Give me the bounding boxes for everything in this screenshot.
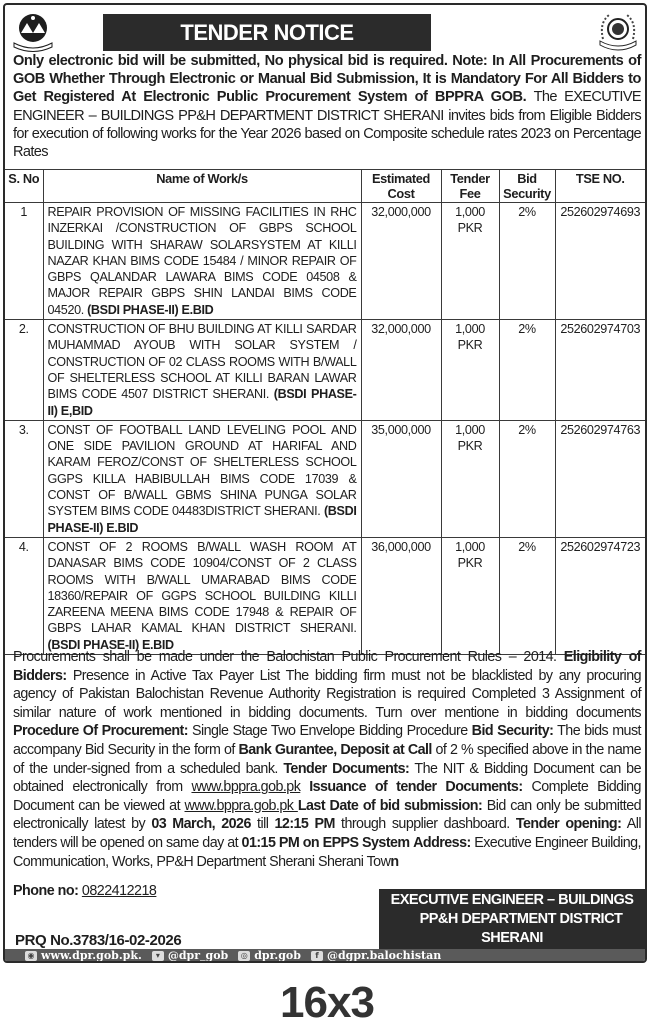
footer-website[interactable] bbox=[25, 949, 142, 963]
row-tse: 252602974723 bbox=[555, 537, 645, 654]
signature-block bbox=[379, 889, 645, 951]
prq-number: PRQ No.3783/16-02-2026 bbox=[15, 932, 182, 949]
row-cost: 32,000,000 bbox=[361, 203, 441, 320]
table-row bbox=[5, 537, 645, 654]
tender-documents-label: Tender Documents: bbox=[283, 760, 410, 777]
invitation-text: The EXECUTIVE ENGINEER – BUILDINGS PP&H DEPARTMENT DISTRICT SHERANI invites bids from Eligible Bidders for execution of following works for the Year 2026 based on Composite schedule rates 2023 on Percentage Rates bbox=[13, 89, 641, 161]
header-fee: Tender Fee bbox=[441, 170, 499, 203]
address-end: n bbox=[390, 853, 399, 870]
row-security: 2% bbox=[499, 203, 555, 320]
table-header-row bbox=[5, 170, 645, 203]
opening-time: 01:15 PM on EPPS System bbox=[241, 834, 410, 851]
footer-twitter[interactable] bbox=[152, 949, 228, 963]
twitter-icon: ▾ bbox=[152, 951, 164, 961]
header-security: Bid Security bbox=[499, 170, 555, 203]
terms-paragraph bbox=[13, 648, 641, 871]
works-table bbox=[5, 169, 645, 655]
ad-size-label: 16x3 bbox=[280, 978, 374, 1027]
row-cost: 32,000,000 bbox=[361, 320, 441, 421]
instagram-icon: ◎ bbox=[238, 951, 250, 961]
row-security: 2% bbox=[499, 320, 555, 421]
facebook-text: @dgpr.balochistan bbox=[326, 949, 442, 962]
row-description bbox=[43, 320, 361, 421]
footer-instagram[interactable] bbox=[238, 949, 301, 963]
balochistan-emblem-icon bbox=[11, 9, 55, 53]
table-row bbox=[5, 420, 645, 537]
row-sno: 1 bbox=[5, 203, 43, 320]
table-row bbox=[5, 320, 645, 421]
eligibility-text: Presence in Active Tax Payer List The bidding firm must not be blacklisted by any procuring agency of Pakistan Balochistan Revenue Authority Registration is required Completed 3 Assignment of similar nature of work mentioned in bidding documents. Turn over mentione in bidding documents bbox=[13, 667, 641, 721]
instagram-text: dpr.gob bbox=[254, 949, 301, 962]
footer-facebook[interactable] bbox=[311, 949, 441, 963]
row-description bbox=[43, 203, 361, 320]
last-date-label: Last Date of bid submission: bbox=[297, 797, 483, 814]
procedure-text: Single Stage Two Envelope Bidding Procedure bbox=[192, 723, 468, 740]
row-tse: 252602974763 bbox=[555, 420, 645, 537]
intro-paragraph bbox=[13, 52, 641, 161]
phone-label: Phone no: bbox=[13, 883, 79, 899]
row-cost: 35,000,000 bbox=[361, 420, 441, 537]
issuance-label: Issuance of tender Documents: bbox=[309, 779, 523, 796]
last-date-text-3: through supplier dashboard. bbox=[334, 816, 510, 833]
address-text: Executive Engineer Building, Communication, Works, PP&H Department Sherani Sherani Tow bbox=[13, 834, 641, 870]
twitter-text: @dpr_gob bbox=[167, 949, 229, 962]
row-description bbox=[43, 537, 361, 654]
work-phase: (BSDI PHASE-II) E.BID bbox=[47, 637, 174, 652]
table-row bbox=[5, 203, 645, 320]
tender-documents-text: The NIT & Bidding Document can be obtained electronically from bbox=[13, 760, 641, 796]
last-date-value: 03 March, 2026 bbox=[151, 816, 251, 833]
work-phase: (BSDI PHASE-II) E.BID bbox=[87, 302, 214, 317]
header-name: Name of Work/s bbox=[43, 170, 361, 203]
header-sno: S. No bbox=[5, 170, 43, 203]
row-sno: 2. bbox=[5, 320, 43, 421]
work-phase: (BSDI PHASE-II) E.BID bbox=[47, 504, 357, 535]
row-fee: 1,000 PKR bbox=[441, 537, 499, 654]
row-description bbox=[43, 420, 361, 537]
bid-security-text-2: of 2 % specified above in the name of the under-signed from a scheduled bank. bbox=[13, 741, 641, 777]
row-tse: 252602974693 bbox=[555, 203, 645, 320]
row-fee: 1,000 PKR bbox=[441, 420, 499, 537]
header-cost: Estimated Cost bbox=[361, 170, 441, 203]
phone-number[interactable]: 0822412218 bbox=[81, 883, 157, 899]
bppra-link-2[interactable]: www.bppra.gob.pk bbox=[184, 797, 298, 814]
procurement-rules-text: Procurements shall be made under the Balochistan Public Procurement Rules – 2014. bbox=[13, 649, 557, 665]
row-security: 2% bbox=[499, 420, 555, 537]
row-fee: 1,000 PKR bbox=[441, 203, 499, 320]
procedure-label: Procedure Of Procurement: bbox=[13, 723, 188, 740]
bppra-link[interactable]: www.bppra.gob.pk bbox=[191, 779, 301, 796]
tender-notice-title: TENDER NOTICE bbox=[103, 14, 431, 51]
address-label: Address: bbox=[413, 834, 471, 851]
phone-line bbox=[13, 883, 156, 899]
last-date-till: till bbox=[257, 816, 269, 833]
last-date-text: Bid can only be submitted electronically latest by bbox=[13, 797, 641, 833]
eligibility-label: Eligibility of Bidders: bbox=[13, 649, 641, 684]
work-description: CONSTRUCTION OF BHU BUILDING AT KILLI SARDAR MUHAMMAD AYOUB WITH SOLAR SYSTEM / CONSTRUCTION OF 02 CLASS ROOMS WITH B/WALL OF SHELTERLESS SCHOOL AT KILLI BARAN LAWAR BIMS CODE 4507 DISTRICT SHERANI. bbox=[47, 322, 357, 402]
footer-social-bar bbox=[5, 949, 645, 963]
bid-security-text: The bids must accompany Bid Security in the form of bbox=[13, 723, 641, 758]
signature-line-3: SHERANI bbox=[481, 930, 543, 946]
work-description: CONST OF FOOTBALL LAND LEVELING POOL AND ONE SIDE PAVILION GROUND AT HARIFAL AND KARAM FEROZ/CONST OF SHELTERLESS SCHOOL GGPS KILLA HABIBULLAH BIMS CODE 17039 & CONST OF B/WALL GBMS SHINA PUNGA SOLAR SYSTEM BIMS CODE 04483DISTRICT SHERANI. bbox=[47, 422, 357, 519]
opening-text: All tenders will be opened on same day at bbox=[13, 816, 641, 851]
row-sno: 4. bbox=[5, 537, 43, 654]
work-phase: (BSDI PHASE-II) E,BID bbox=[47, 387, 357, 418]
signature-line-2: PP&H DEPARTMENT DISTRICT bbox=[419, 911, 623, 927]
signature-line-1: EXECUTIVE ENGINEER – BUILDINGS bbox=[390, 892, 634, 908]
facebook-icon: f bbox=[311, 951, 323, 961]
last-time-value: 12:15 PM bbox=[274, 816, 335, 833]
bid-security-label: Bid Security: bbox=[471, 723, 554, 740]
dgpr-emblem-icon bbox=[595, 9, 641, 53]
opening-label: Tender opening: bbox=[515, 816, 622, 833]
row-sno: 3. bbox=[5, 420, 43, 537]
website-text: www.dpr.gob.pk. bbox=[41, 949, 142, 962]
work-description: CONST OF 2 ROOMS B/WALL WASH ROOM AT DANASAR BIMS CODE 10904/CONST OF 2 CLASS ROOMS WITH B/WALL UMARABAD BIMS CODE 18360/REPAIR OF GGPS SCHOOL BUILDING KILLI ZAREENA MEENA BIMS CODE 17948 & REPAIR OF GBPS LAHAR KAMAL KHAN DISTRICT SHERANI. bbox=[47, 539, 357, 636]
row-security: 2% bbox=[499, 537, 555, 654]
work-description: REPAIR PROVISION OF MISSING FACILITIES IN RHC INZERKAI /CONSTRUCTION OF GBPS SCHOOL BUILDING WITH SHARAW SOLARSYSTEM AT KILLI NAZAR KHAN BIMS CODE 15484 / MINOR REPAIR OF GBPS QALANDAR LAWARA BIMS CODE 04508 & MAJOR REPAIR GBPS SHIN LANDAI BIMS CODE 04520. bbox=[47, 205, 357, 317]
tender-notice-frame bbox=[3, 3, 647, 963]
bid-security-form: Bank Gurantee, Deposit at Call bbox=[238, 741, 432, 758]
issuance-text: Complete Bidding Document can be viewed at bbox=[13, 779, 641, 814]
row-fee: 1,000 PKR bbox=[441, 320, 499, 421]
row-tse: 252602974703 bbox=[555, 320, 645, 421]
globe-icon: ◉ bbox=[25, 951, 37, 961]
row-cost: 36,000,000 bbox=[361, 537, 441, 654]
header-tse: TSE NO. bbox=[555, 170, 645, 203]
electronic-bid-notice: Only electronic bid will be submitted, No physical bid is required. Note: In All Procurements of GOB Whether Through Electronic or Manual Bid Submission, It is Mandatory For All Bidders to Get Registered At Electronic Public Procurement System of BPPRA GOB. bbox=[13, 53, 641, 106]
